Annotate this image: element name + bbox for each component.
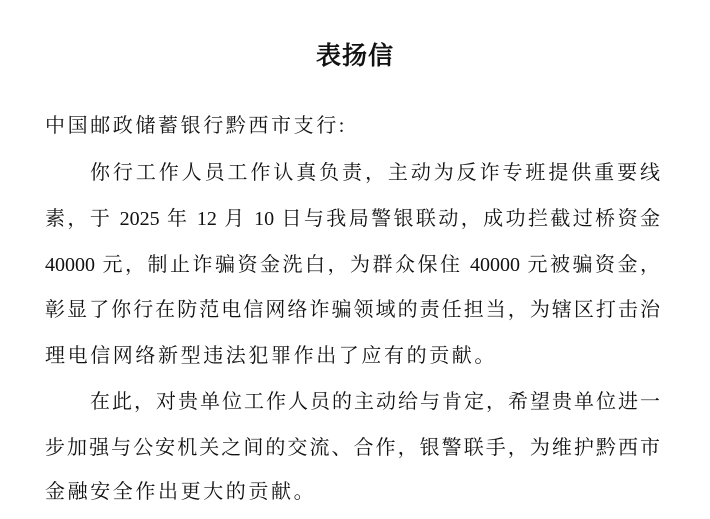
paragraph-line: 你行工作人员工作认真负责，主动为反诈专班提供重要线 (90, 162, 660, 184)
paragraph-line: 在此，对贵单位工作人员的主动给与肯定，希望贵单位进一 (90, 391, 660, 413)
paragraph-line: 彰显了你行在防范电信网络诈骗领域的责任担当，为辖区打击治 (45, 299, 660, 321)
salutation: 中国邮政储蓄银行黔西市支行: (45, 115, 347, 137)
paragraph-line: 理电信网络新型违法犯罪作出了应有的贡献。 (45, 345, 497, 367)
paragraph-line: 40000 元，制止诈骗资金洗白，为群众保住 40000 元被骗资金， (45, 254, 660, 276)
paragraph-line: 步加强与公安机关之间的交流、合作，银警联手，为维护黔西市 (45, 437, 660, 459)
paragraph-line: 素，于 2025 年 12 月 10 日与我局警银联动，成功拦截过桥资金 (45, 208, 660, 230)
letter-title: 表扬信 (315, 41, 394, 70)
paragraph-line: 金融安全作出更大的贡献。 (45, 481, 317, 503)
